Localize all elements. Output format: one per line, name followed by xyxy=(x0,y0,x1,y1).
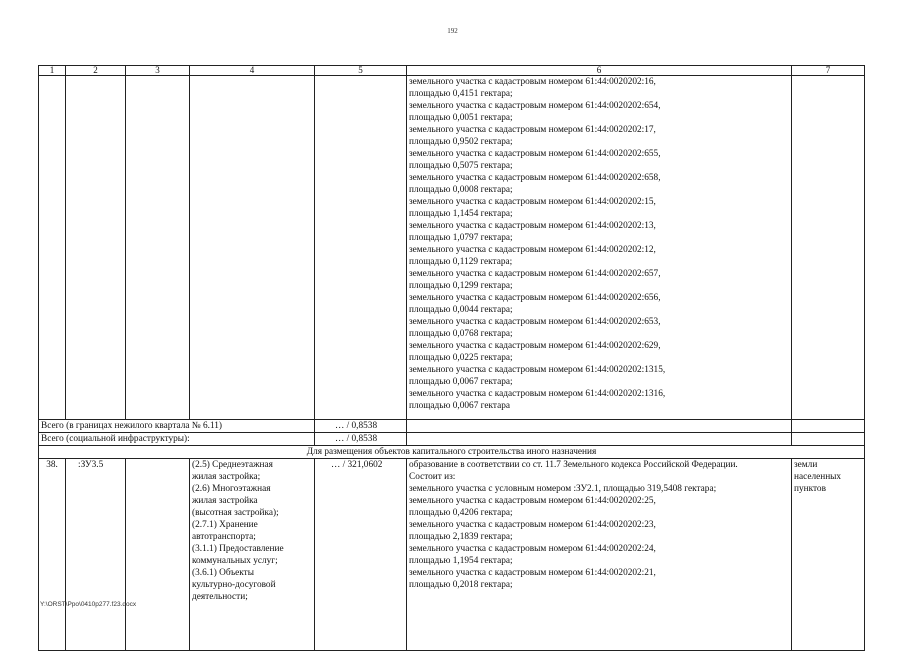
description-line: земельного участка с кадастровым номером 61:44:0020202:24, xyxy=(409,544,656,554)
parcel-cadastral-line: земельного участка с кадастровым номером 61:44:0020202:16, xyxy=(409,77,656,87)
land-category xyxy=(794,459,862,495)
col-header-1: 1 xyxy=(39,66,66,76)
parcel-cadastral-line: земельного участка с кадастровым номером 61:44:0020202:657, xyxy=(409,269,661,279)
description-line: земельного участка с условным номером :ЗУ2.1, площадью 319,5408 гектара; xyxy=(409,484,717,494)
land-category-line: пунктов xyxy=(794,484,826,494)
parcel-cadastral-line: земельного участка с кадастровым номером 61:44:0020202:1316, xyxy=(409,389,666,399)
parcel-cadastral-line: земельного участка с кадастровым номером 61:44:0020202:17, xyxy=(409,125,656,135)
total-quarter-label: Всего (в границах нежилого квартала № 6.11) xyxy=(39,420,315,433)
table-row-38 xyxy=(39,459,865,651)
parcel-area-line: площадью 0,0067 гектара xyxy=(409,401,510,411)
land-category-line: земли xyxy=(794,460,818,470)
parcel-area-line: площадью 0,1299 гектара; xyxy=(409,281,513,291)
permitted-use-line: (высотная застройка); xyxy=(192,508,279,518)
total-social-row xyxy=(39,433,865,446)
continued-parcels-cell xyxy=(407,76,792,420)
land-category-line: населенных xyxy=(794,472,842,482)
parcel-cadastral-line: земельного участка с кадастровым номером 61:44:0020202:15, xyxy=(409,197,656,207)
parcel-code: :ЗУ3.5 xyxy=(66,459,126,651)
total-social-label: Всего (социальной инфраструктуры): xyxy=(39,433,315,446)
parcel-cadastral-line: земельного участка с кадастровым номером 61:44:0020202:13, xyxy=(409,221,656,231)
parcel-cadastral-line: земельного участка с кадастровым номером 61:44:0020202:655, xyxy=(409,149,661,159)
parcel-area-line: площадью 0,0067 гектара; xyxy=(409,377,513,387)
permitted-use-line: (2.6) Многоэтажная xyxy=(192,484,271,494)
description-line: образование в соответствии со ст. 11.7 Земельного кодекса Российской Федерации. xyxy=(409,460,738,470)
parcel-area-line: площадью 0,0225 гектара; xyxy=(409,353,513,363)
permitted-use-line: деятельности; xyxy=(192,592,248,602)
total-quarter-row xyxy=(39,420,865,433)
parcel-cadastral-line: земельного участка с кадастровым номером 61:44:0020202:629, xyxy=(409,341,661,351)
parcel-area-line: площадью 0,5075 гектара; xyxy=(409,161,513,171)
parcel-list xyxy=(409,76,789,412)
description-line: площадью 2,1839 гектара; xyxy=(409,532,513,542)
permitted-use-line: жилая застройка; xyxy=(192,472,261,482)
formation-description-cell xyxy=(407,459,792,651)
parcel-cadastral-line: земельного участка с кадастровым номером 61:44:0020202:653, xyxy=(409,317,661,327)
parcel-area-line: площадью 1,1454 гектара; xyxy=(409,209,513,219)
description-line: земельного участка с кадастровым номером 61:44:0020202:21, xyxy=(409,568,656,578)
continued-row xyxy=(39,76,865,420)
permitted-uses-cell xyxy=(190,459,315,651)
description-line: земельного участка с кадастровым номером 61:44:0020202:25, xyxy=(409,496,656,506)
permitted-use-line: культурно-досуговой xyxy=(192,580,276,590)
parcel-area-line: площадью 0,0051 гектара; xyxy=(409,113,513,123)
col-header-4: 4 xyxy=(190,66,315,76)
parcel-area-line: площадью 0,0044 гектара; xyxy=(409,305,513,315)
description-line: площадью 0,4206 гектара; xyxy=(409,508,513,518)
total-quarter-value: … / 0,8538 xyxy=(315,420,407,433)
permitted-use-line: (2.5) Среднеэтажная xyxy=(192,460,273,470)
parcel-area-line: площадью 0,0768 гектара; xyxy=(409,329,513,339)
total-social-value: … / 0,8538 xyxy=(315,433,407,446)
parcel-area-line: площадью 0,1129 гектара; xyxy=(409,257,513,267)
parcel-area-line: площадью 0,0008 гектара; xyxy=(409,185,513,195)
column-number-row xyxy=(39,66,865,76)
parcel-cadastral-line: земельного участка с кадастровым номером 61:44:0020202:658, xyxy=(409,173,661,183)
land-category-cell xyxy=(792,459,865,651)
parcel-area: … / 321,0602 xyxy=(315,459,407,651)
parcel-area-line: площадью 0,4151 гектара; xyxy=(409,89,513,99)
permitted-use-line: (3.1.1) Предоставление xyxy=(192,544,284,554)
parcel-cadastral-line: земельного участка с кадастровым номером 61:44:0020202:654, xyxy=(409,101,661,111)
col-header-3: 3 xyxy=(126,66,190,76)
col-header-5: 5 xyxy=(315,66,407,76)
permitted-uses-list xyxy=(192,459,312,650)
parcel-area-line: площадью 0,9502 гектара; xyxy=(409,137,513,147)
permitted-use-line: (2.7.1) Хранение xyxy=(192,520,258,530)
col-header-7: 7 xyxy=(792,66,865,76)
parcel-cadastral-line: земельного участка с кадастровым номером 61:44:0020202:1315, xyxy=(409,365,666,375)
description-line: площадью 1,1954 гектара; xyxy=(409,556,513,566)
page-number: 192 xyxy=(447,27,458,35)
parcel-area-line: площадью 1,0797 гектара; xyxy=(409,233,513,243)
parcel-cadastral-line: земельного участка с кадастровым номером 61:44:0020202:656, xyxy=(409,293,661,303)
row-number: 38. xyxy=(39,459,66,651)
footer-file-path: Y:\ORST\Ppo\0410p277.f23.docx xyxy=(40,601,137,608)
description-line: земельного участка с кадастровым номером 61:44:0020202:23, xyxy=(409,520,656,530)
parcel-cadastral-line: земельного участка с кадастровым номером 61:44:0020202:12, xyxy=(409,245,656,255)
permitted-use-line: жилая застройка xyxy=(192,496,258,506)
formation-description xyxy=(409,459,789,650)
description-line: Состоит из: xyxy=(409,472,456,482)
section-title-row xyxy=(39,446,865,459)
permitted-use-line: коммунальных услуг; xyxy=(192,556,278,566)
permitted-use-line: (3.6.1) Объекты xyxy=(192,568,254,578)
col-header-2: 2 xyxy=(66,66,126,76)
col-header-6: 6 xyxy=(407,66,792,76)
document-table xyxy=(38,65,865,651)
permitted-use-line: автотранспорта; xyxy=(192,532,256,542)
section-title: Для размещения объектов капитального строительства иного назначения xyxy=(39,446,865,459)
description-line: площадью 0,2018 гектара; xyxy=(409,580,513,590)
